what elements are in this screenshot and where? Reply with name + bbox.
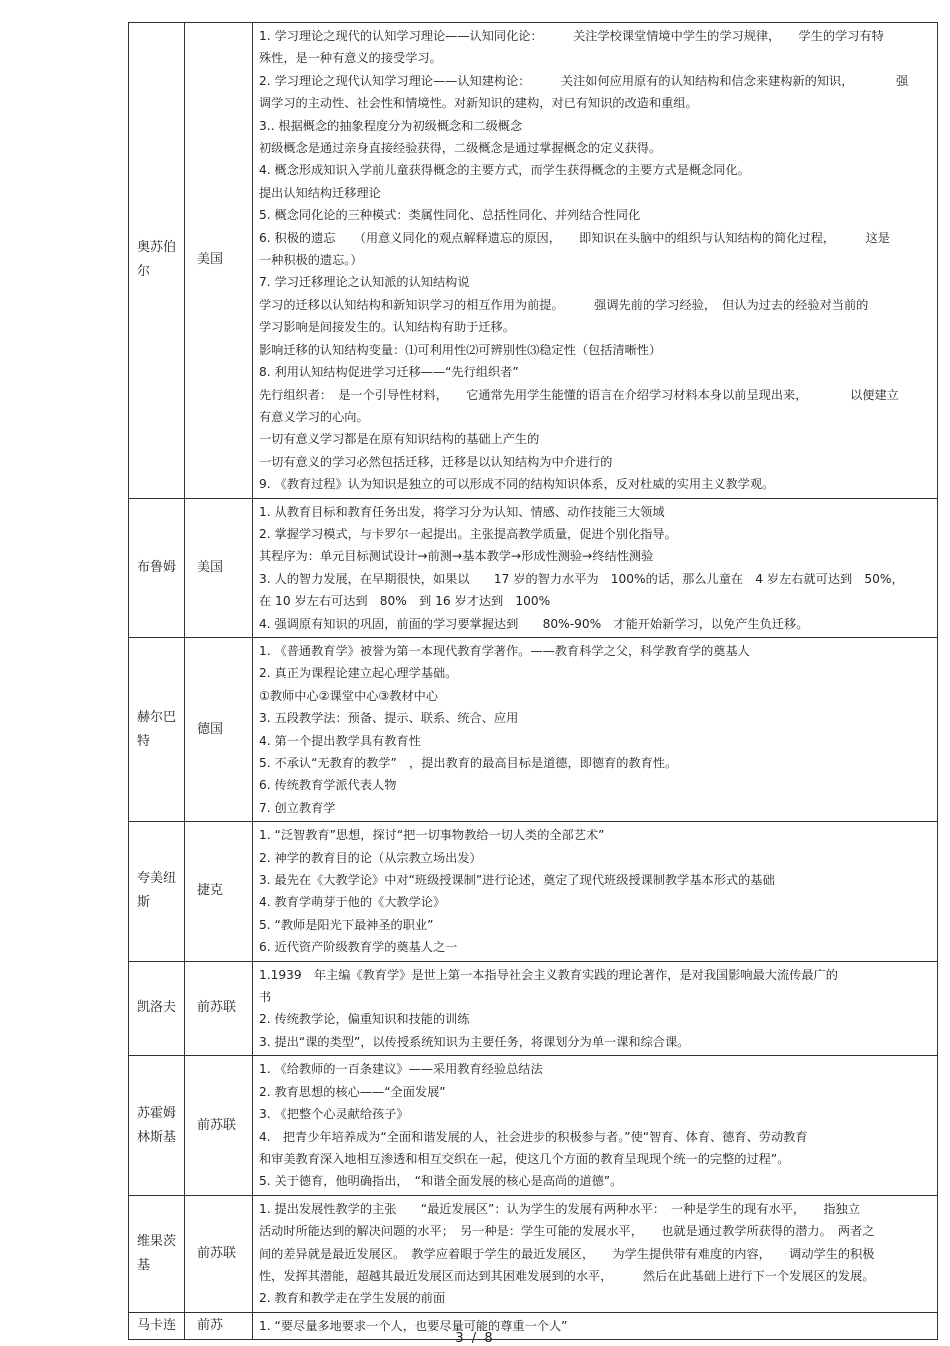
table-row [129, 1056, 938, 1195]
country: 美国 [197, 252, 224, 268]
person-name: 维果茨基 [137, 1233, 177, 1273]
contribution-cell [253, 637, 938, 821]
table-row [129, 637, 938, 821]
contribution-line: 8. 利用认知结构促进学习迁移——“先行组织者” [259, 365, 519, 380]
person-name-cell [129, 498, 185, 637]
contribution-line: 4. 概念形成知识入学前儿童获得概念的主要方式，而学生获得概念的主要方式是概念同化。 [259, 163, 750, 178]
contribution-cell [253, 498, 938, 637]
contribution-line: 2. 教育思想的核心——“全面发展” [259, 1084, 446, 1099]
country-cell [185, 822, 253, 961]
country-cell [185, 498, 253, 637]
person-name-cell [129, 961, 185, 1056]
contribution-line: 5. 关于德育，他明确指出， “和谐全面发展的核心是高尚的道德”。 [259, 1174, 623, 1189]
country: 前苏联 [197, 1117, 237, 1133]
contribution-line: 书 [259, 990, 272, 1005]
table-row [129, 23, 938, 499]
country-cell [185, 23, 253, 499]
contribution-line: 初级概念是通过亲身直接经验获得，二级概念是通过掌握概念的定义获得。 [259, 141, 662, 156]
contribution-line: 3. 人的智力发展，在早期很快，如果以 17 岁的智力水平为 100%的话，那么儿童在 4 岁左右就可达到 50%， [259, 571, 904, 586]
person-name: 马卡连 [137, 1317, 177, 1333]
contribution-line: 9. 《教育过程》认为知识是独立的可以形成不同的结构知识体系，反对杜威的实用主义教学观。 [259, 477, 775, 492]
country: 前苏联 [197, 1000, 237, 1016]
contribution-line: 1. 《给教师的一百条建议》——采用教育经验总结法 [259, 1062, 543, 1077]
contribution-cell [253, 1195, 938, 1312]
contribution-line: 调学习的主动性、社会性和情境性。对新知识的建构，对已有知识的改造和重组。 [259, 96, 698, 111]
contribution-line: 影响迁移的认知结构变量：⑴可利用性⑵可辨别性⑶稳定性（包括清晰性） [259, 342, 662, 357]
country-cell [185, 1195, 253, 1312]
contribution-line: 2. 掌握学习模式，与卡罗尔一起提出。主张提高教学质量，促进个别化指导。 [259, 526, 677, 541]
contribution-line: 1. 《普通教育学》被誉为第一本现代教育学著作。——教育科学之父，科学教育学的奠基人 [259, 643, 750, 658]
contribution-line: 5. 概念同化论的三种模式：类属性同化、总括性同化、并列结合性同化 [259, 208, 641, 223]
contribution-line: 5. “教师是阳光下最神圣的职业” [259, 917, 434, 932]
person-name-cell [129, 1056, 185, 1195]
person-name: 赫尔巴特 [137, 709, 177, 749]
contribution-line: 2. 神学的教育目的论（从宗教立场出发） [259, 850, 482, 865]
contribution-line: 6. 近代资产阶级教育学的奠基人之一 [259, 940, 458, 955]
person-name: 奥苏伯尔 [137, 240, 177, 280]
contribution-line: 3. 最先在《大教学论》中对“班级授课制”进行论述，奠定了现代班级授课制教学基本形式的基础 [259, 873, 775, 888]
person-name: 夸美纽斯 [137, 871, 177, 911]
contribution-line: 提出认知结构迁移理论 [259, 185, 381, 200]
contribution-line: 1. 从教育目标和教育任务出发，将学习分为认知、情感、动作技能三大领域 [259, 504, 665, 519]
contribution-line: 7. 创立教育学 [259, 800, 336, 815]
contribution-cell [253, 1056, 938, 1195]
country: 前苏联 [197, 1245, 237, 1261]
contribution-cell [253, 961, 938, 1056]
contribution-line: 3. 提出“课的类型”，以传授系统知识为主要任务，将课划分为单一课和综合课。 [259, 1034, 690, 1049]
contribution-cell [253, 822, 938, 961]
contribution-line: 4. 第一个提出教学具有教育性 [259, 733, 421, 748]
contribution-line: 3.. 根据概念的抽象程度分为初级概念和二级概念 [259, 118, 523, 133]
contribution-line: 1.1939 年主编《教育学》是世上第一本指导社会主义教育实践的理论著作，是对我国影响最大流传最广的 [259, 967, 838, 982]
table-row [129, 1195, 938, 1312]
contribution-line: 2. 教育和教学走在学生发展的前面 [259, 1291, 446, 1306]
country-cell [185, 961, 253, 1056]
contribution-line: 在 10 岁左右可达到 80% 到 16 岁才达到 100% [259, 594, 551, 609]
contribution-line: 1. 学习理论之现代的认知学习理论——认知同化论： 关注学校课堂情境中学生的学习规律， 学生的学习有特 [259, 29, 884, 43]
contribution-line: 4. 把青少年培养成为“全面和谐发展的人，社会进步的积极参与者。”使“智育、体育、德育、劳动教育 [259, 1129, 808, 1144]
country: 德国 [197, 721, 224, 737]
contribution-line: 有意义学习的心向。 [259, 409, 369, 424]
contribution-line: 一切有意义的学习必然包括迁移，迁移是以认知结构为中介进行的 [259, 454, 613, 469]
contribution-line: 性，发挥其潜能，超越其最近发展区而达到其困难发展到的水平， 然后在此基础上进行下一个发展区的发展。 [259, 1268, 875, 1283]
contribution-line: 4. 强调原有知识的巩固，前面的学习要掌握达到 80%-90% 才能开始新学习，以免产生负迁移。 [259, 616, 809, 631]
contribution-line: 其程序为：单元目标测试设计→前测→基本教学→形成性测验→终结性测验 [259, 549, 654, 564]
contribution-line: 7. 学习迁移理论之认知派的认知结构说 [259, 275, 470, 290]
person-name-cell [129, 637, 185, 821]
page-number: 3 / 8 [455, 1331, 495, 1346]
contribution-line: 一切有意义学习都是在原有知识结构的基础上产生的 [259, 432, 540, 447]
contribution-line: 1. “要尽量多地要求一个人，也要尽量可能的尊重一个人” [259, 1318, 568, 1333]
country: 美国 [197, 559, 224, 575]
contribution-line: 6. 积极的遗忘 （用意义同化的观点解释遗忘的原因， 即知识在头脑中的组织与认知结构的简化过程， 这是 [259, 230, 890, 245]
contribution-line: 4. 教育学萌芽于他的《大教学论》 [259, 895, 446, 910]
contribution-line: 1. 提出发展性教学的主张 “最近发展区”：认为学生的发展有两种水平： 一种是学生的现有水平， 指独立 [259, 1201, 860, 1216]
person-name-cell [129, 822, 185, 961]
contribution-line: 3. 《把整个心灵献给孩子》 [259, 1107, 409, 1122]
country: 捷克 [197, 883, 224, 899]
contribution-line: 3. 五段教学法：预备、提示、联系、统合、应用 [259, 711, 519, 726]
table-row [129, 498, 938, 637]
contribution-line: 活动时所能达到的解决问题的水平； 另一种是：学生可能的发展水平， 也就是通过教学所获得的潜力。 两者之 [259, 1224, 875, 1239]
contribution-line: 一种积极的遗忘。） [259, 253, 363, 268]
person-name-cell [129, 1195, 185, 1312]
country: 前苏 [197, 1317, 224, 1333]
contribution-line: 间的差异就是最近发展区。 教学应着眼于学生的最近发展区， 为学生提供带有难度的内容， 调动学生的积极 [259, 1246, 875, 1261]
person-name-cell [129, 23, 185, 499]
contribution-line: 2. 学习理论之现代认知学习理论——认知建构论： 关注如何应用原有的认知结构和信念来建构新的知识， 强 [259, 73, 909, 88]
contribution-line: 和审美教育深入地相互渗透和相互交织在一起，使这几个方面的教育呈现现个统一的完整的过程”。 [259, 1151, 790, 1166]
contribution-line: 殊性，是一种有意义的接受学习。 [259, 51, 442, 66]
contribution-line: 学习的迁移以认知结构和新知识学习的相互作用为前提。 强调先前的学习经验， 但认为过去的经验对当前的 [259, 297, 869, 312]
contribution-cell [253, 23, 938, 499]
contribution-line: 1. “泛智教育”思想，探讨“把一切事物教给一切人类的全部艺术” [259, 828, 605, 843]
person-name: 布鲁姆 [137, 559, 177, 575]
contribution-line: 2. 真正为课程论建立起心理学基础。 [259, 666, 458, 681]
contribution-line: 5. 不承认“无教育的教学” ，提出教育的最高目标是道德，即德育的教育性。 [259, 756, 678, 770]
table-row [129, 961, 938, 1056]
contribution-line: 6. 传统教育学派代表人物 [259, 778, 397, 793]
person-name: 凯洛夫 [137, 1000, 177, 1016]
contribution-line: 学习影响是间接发生的。认知结构有助于迁移。 [259, 320, 515, 335]
country-cell [185, 1056, 253, 1195]
contribution-line: 2. 传统教学论，偏重知识和技能的训练 [259, 1012, 470, 1027]
contribution-line: 先行组织者： 是一个引导性材料， 它通常先用学生能懂的语言在介绍学习材料本身以前呈现出来， 以便建立 [259, 387, 899, 402]
person-name: 苏霍姆林斯基 [137, 1105, 177, 1145]
country-cell [185, 637, 253, 821]
table-row [129, 822, 938, 961]
contribution-line: ①教师中心②课堂中心③教材中心 [259, 688, 439, 703]
document-table [128, 22, 938, 1340]
